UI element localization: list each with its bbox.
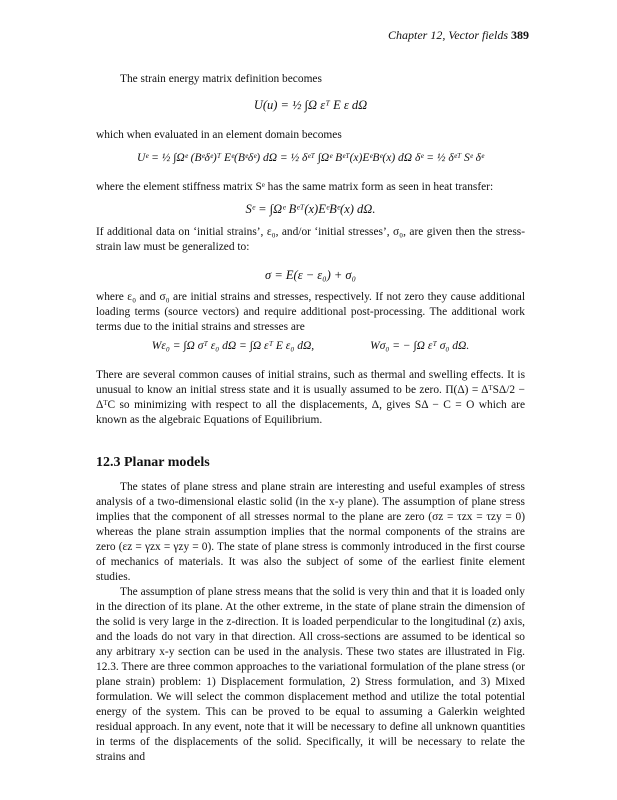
equation-element-energy: Uᵉ = ½ ∫Ωᵉ (Bᵉδᵉ)ᵀ Eᵉ(Bᵉδᵉ) dΩ = ½ δᵉᵀ ∫Ωᵉ Bᵉᵀ(x)EᵉBᵉ(x) dΩ δᵉ = ½ δᵉᵀ Sᵉ δᵉ xyxy=(136,152,485,164)
initial-data-paragraph xyxy=(96,225,525,255)
equation-work-strain: Wε₀ = ∫Ω σᵀ ε₀ dΩ = ∫Ω εᵀ E ε₀ dΩ, xyxy=(151,340,315,352)
after-eq1-paragraph xyxy=(96,128,525,143)
chapter-title: Chapter 12, Vector fields xyxy=(388,28,508,42)
initial-data-text: If additional data on ‘initial strains’, ε₀, and/or ‘initial stresses’, σ₀, are given then the stress-strain law must be generalized to: xyxy=(96,226,525,253)
planar-paragraph-2: The assumption of plane stress means that the solid is very thin and that it is loaded only in the direction of its plane. At the other extreme, in the state of plane strain the dimension of the solid is very large in the z-direction. It is loaded perpendicular to the longitudinal (z) axis, and the loads do not vary in that direction. All cross-sections are assumed to be identical so any arbitrary x-y section can be used in the analysis. These two states are illustrated in Fig. 12.3. There are three common approaches to the variational formulation of the plane stress (or plane strain) problem: 1) Displacement formulation, 2) Stress formulation, and 3) Mixed formulation. We will select the common displacement method and utilize the total potential energy of the system. This can be proved to be equal to assuming a Galerkin weighted residual approach. In any event, note that it will be necessary to define all unknown quantities in terms of the displacements of the solid. Specifically, it will be necessary to relate the strains and xyxy=(96,586,525,763)
causes-text: There are several common causes of initial strains, such as thermal and swelling effects. It is unusual to know an initial stress state and it is usually assumed to be zero. Π(Δ) = ΔᵀSΔ/2 − ΔᵀC so minimizing with respect to all the displacements, Δ, gives SΔ − C = O which are known as the algebraic Equations of Equilibrium. xyxy=(96,369,525,426)
after-eq2-text: where the element stiffness matrix Sᵉ has the same matrix form as seen in heat transfer: xyxy=(96,181,494,193)
equation-stiffness-matrix: Sᵉ = ∫Ωᵉ Bᵉᵀ(x)EᵉBᵉ(x) dΩ. xyxy=(245,202,376,216)
planar-paragraph-1: The states of plane stress and plane strain are interesting and useful examples of stress analysis of a two-dimensional elastic solid (in the x-y plane). The assumption of plane stress implies that the component of all stresses normal to the plane are zero (σz = τzx = τzy = 0) whereas the plane strain assumption implies that the normal components of the strains are zero (εz = γzx = γzy = 0). The state of plane stress is commonly introduced in the first course of mechanics of materials. It was also the subject of some of the earliest finite element studies. xyxy=(96,481,525,583)
after-eq2-paragraph xyxy=(96,180,525,195)
running-header xyxy=(388,28,529,43)
causes-paragraph xyxy=(96,368,525,428)
page-number: 389 xyxy=(511,28,529,42)
after-eq1-text: which when evaluated in an element domain becomes xyxy=(96,129,342,141)
initial-strains-paragraph xyxy=(96,290,525,335)
intro-text: The strain energy matrix definition becomes xyxy=(120,73,322,85)
intro-paragraph xyxy=(96,72,525,87)
planar-models-section xyxy=(96,480,525,765)
initial-strains-text: where ε₀ and σ₀ are initial strains and stresses, respectively. If not zero they cause additional loading terms (source vectors) and require additional post-processing. The additional work terms due to the initial strains and stresses are xyxy=(96,291,525,333)
equation-stress-strain-law: σ = E(ε − ε₀) + σ₀ xyxy=(265,268,356,282)
equation-strain-energy: U(u) = ½ ∫Ω εᵀ E ε dΩ xyxy=(253,98,368,112)
equation-work-terms xyxy=(96,340,525,352)
equation-work-stress: Wσ₀ = − ∫Ω εᵀ σ₀ dΩ. xyxy=(370,340,470,352)
section-title: 12.3 Planar models xyxy=(96,455,210,470)
